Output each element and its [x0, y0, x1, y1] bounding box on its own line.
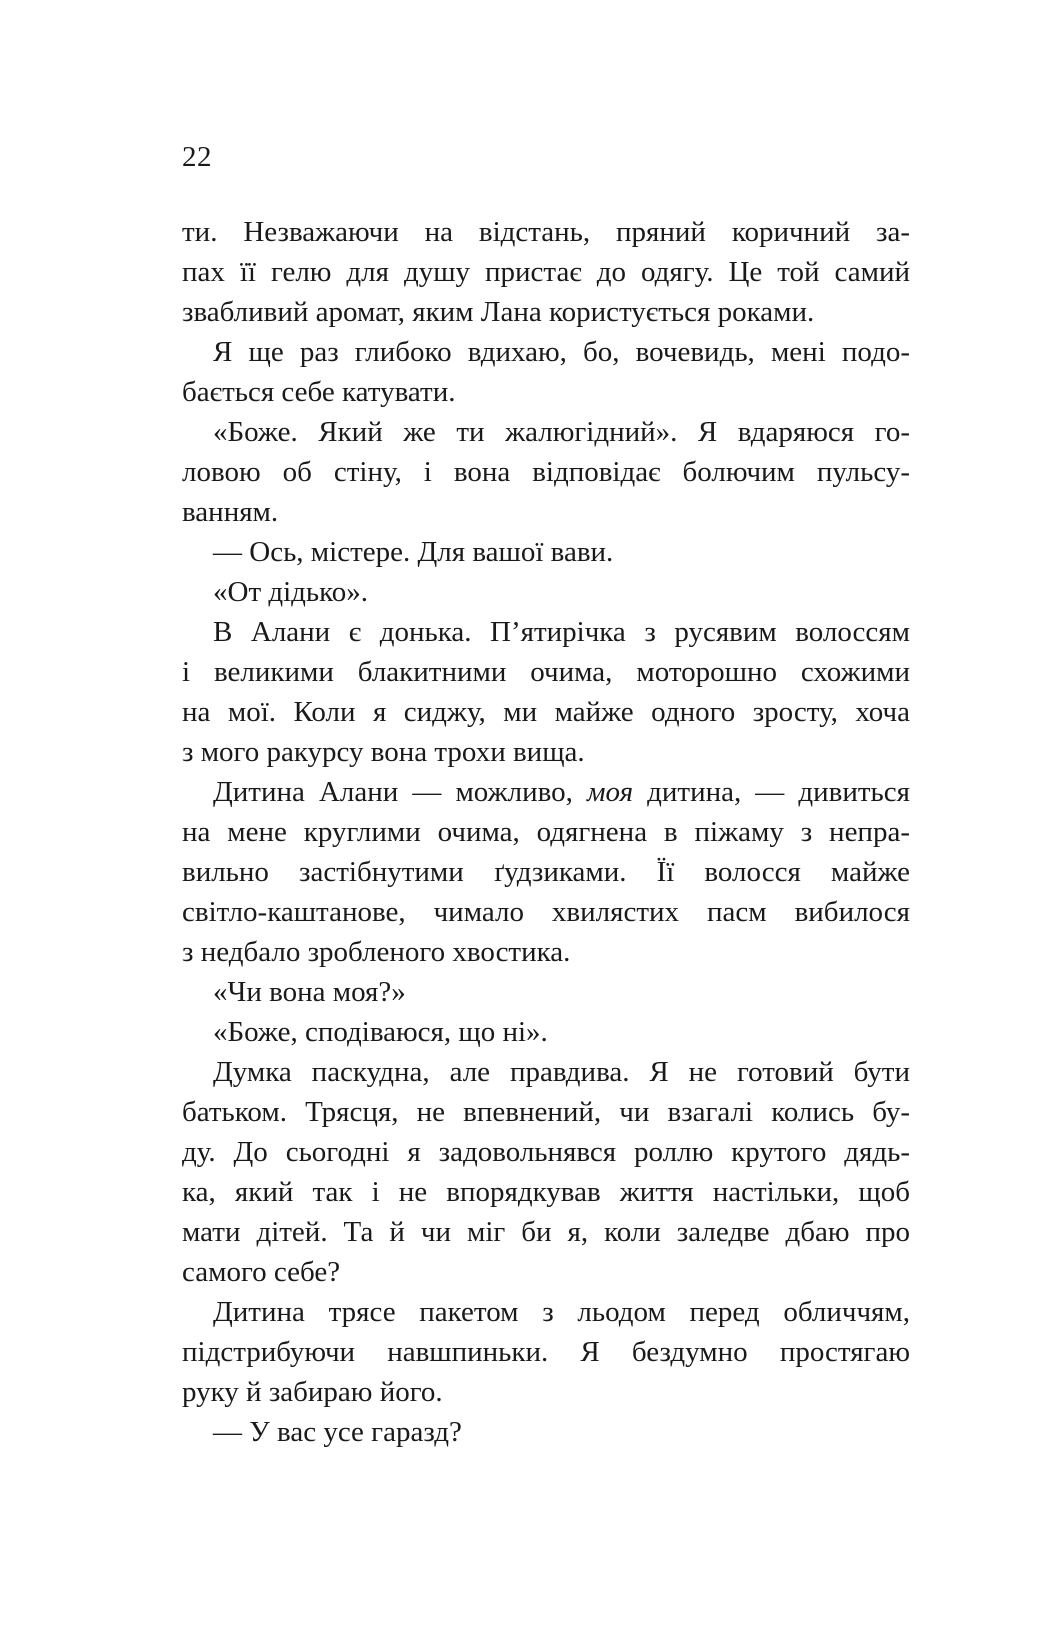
- text-line: Думка паскудна, але правдива. Я не готовий бути: [213, 1056, 910, 1088]
- text-line: підстрибуючи навшпиньки. Я бездумно простягаю: [182, 1336, 910, 1368]
- text-line: — У вас усе гаразд?: [213, 1416, 462, 1448]
- text-line: з недбало зробленого хвостика.: [182, 936, 571, 968]
- text-line: ка, який так і не впорядкував життя настільки, щоб: [182, 1176, 910, 1208]
- text-segment: дитина, — дивиться: [633, 776, 910, 808]
- text-line: Дитина трясе пакетом з льодом перед обличчям,: [213, 1296, 910, 1328]
- text-segment: Дитина Алани — можливо,: [213, 776, 587, 808]
- text-line: «От дідько».: [213, 576, 369, 608]
- text-line: звабливий аромат, яким Лана користується роками.: [182, 296, 815, 328]
- text-line: ти. Незважаючи на відстань, пряний коричний за-: [182, 216, 910, 248]
- text-line: на мої. Коли я сиджу, ми майже одного зросту, хоча: [182, 696, 910, 728]
- text-line: [182, 772, 910, 812]
- text-line: на мене круглими очима, одягнена в піжаму з непра-: [182, 816, 910, 848]
- italic-text: моя: [586, 776, 634, 808]
- page-number: 22: [182, 141, 212, 173]
- text-line: В Алани є донька. П’ятирічка з русявим волоссям: [213, 616, 910, 648]
- text-block: [182, 212, 910, 1452]
- text-line: руку й забираю його.: [182, 1376, 443, 1408]
- text-line: з мого ракурсу вона трохи вища.: [182, 736, 585, 768]
- text-line: ванням.: [182, 496, 279, 528]
- text-line: «Боже. Який же ти жалюгідний». Я вдаряюся го-: [213, 416, 910, 448]
- text-line: і великими блакитними очима, моторошно схожими: [182, 656, 910, 688]
- text-line: вильно застібнутими ґудзиками. Її волосся майже: [182, 856, 910, 888]
- text-line: — Ось, містере. Для вашої вави.: [213, 536, 614, 568]
- text-line: мати дітей. Та й чи міг би я, коли заледве дбаю про: [182, 1216, 910, 1248]
- text-line: ду. До сьогодні я задовольнявся роллю крутого дядь-: [182, 1136, 910, 1168]
- text-line: бається себе катувати.: [182, 376, 456, 408]
- text-line: батьком. Трясця, не впевнений, чи взагалі колись бу-: [182, 1096, 910, 1128]
- text-line: пах її гелю для душу пристає до одягу. Це той самий: [182, 256, 910, 288]
- text-line: самого себе?: [182, 1256, 341, 1288]
- text-line: світло-каштанове, чимало хвилястих пасм вибилося: [182, 896, 910, 928]
- text-line: ловою об стіну, і вона відповідає болючим пульсу-: [182, 456, 910, 488]
- text-line: «Чи вона моя?»: [213, 976, 406, 1008]
- text-line: «Боже, сподіваюся, що ні».: [213, 1016, 548, 1048]
- text-line: Я ще раз глибоко вдихаю, бо, вочевидь, мені подо-: [213, 336, 910, 368]
